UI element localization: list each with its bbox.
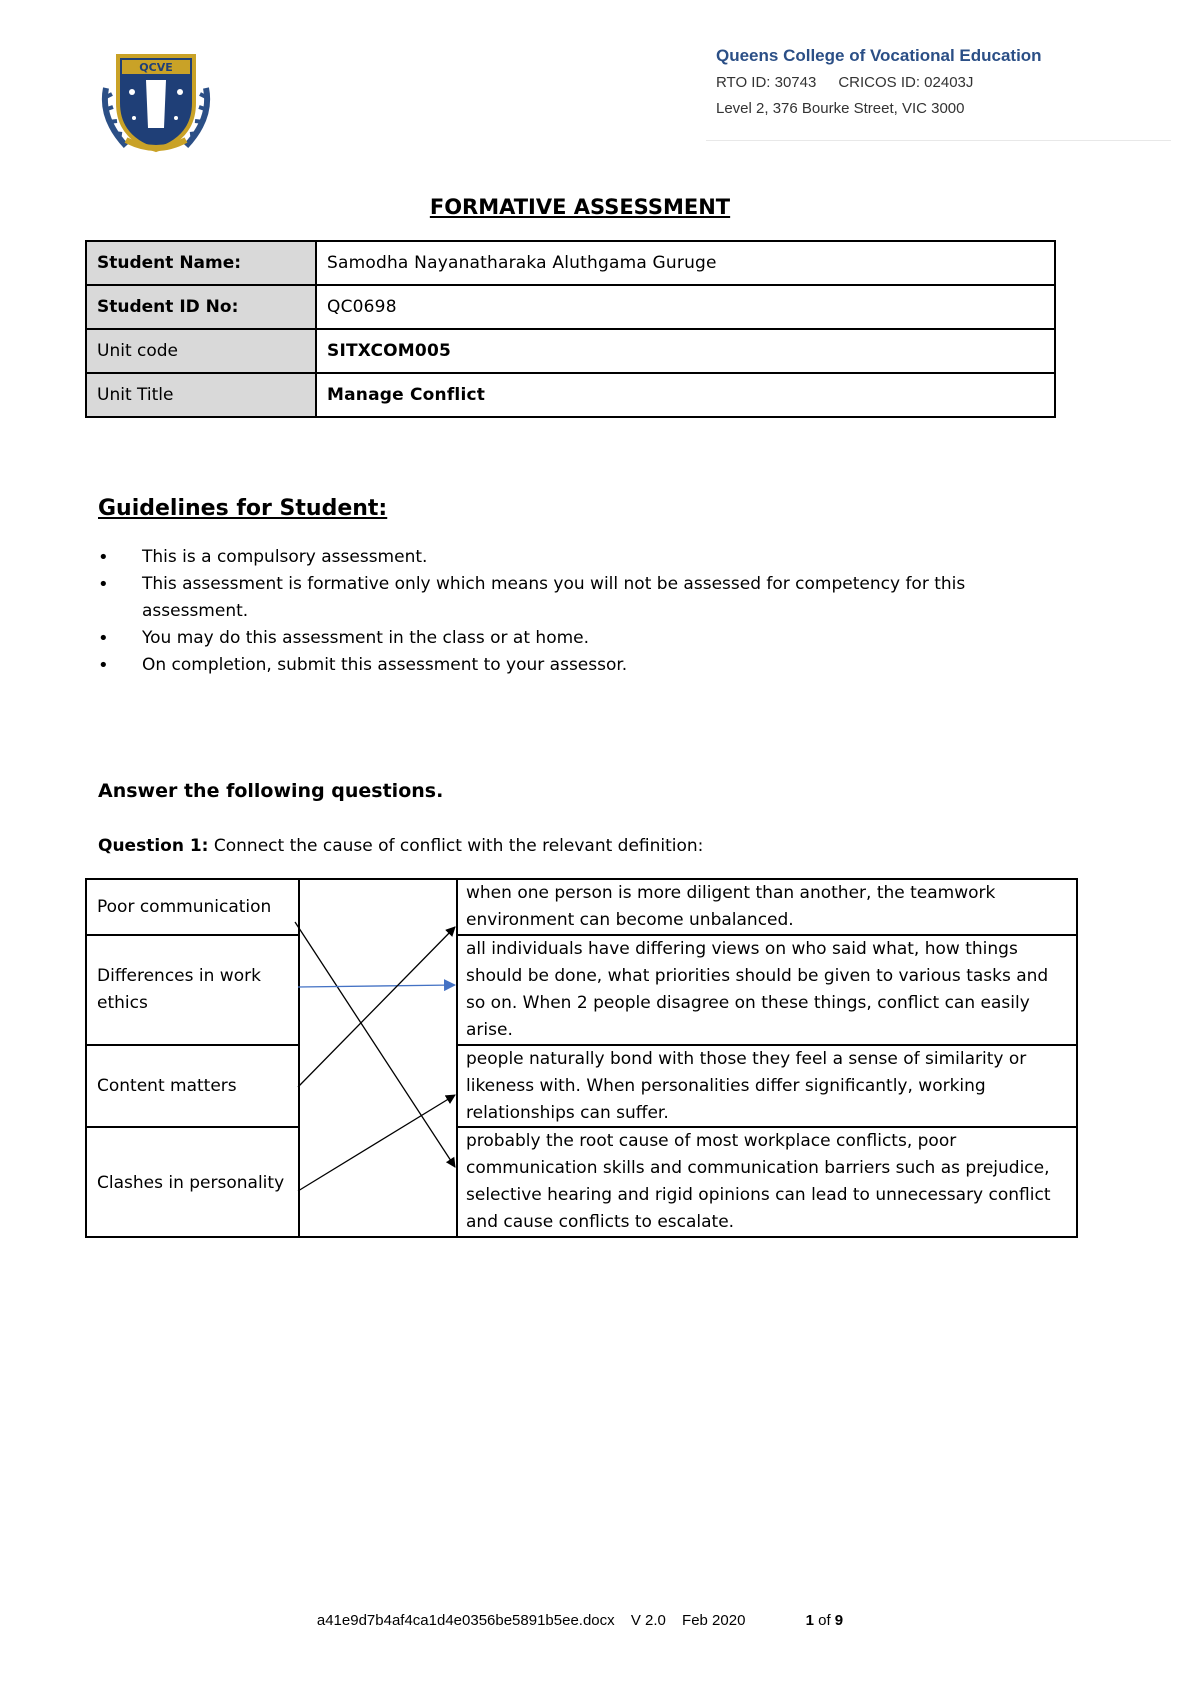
guideline-item: • On completion, submit this assessment to your assessor. <box>98 652 1028 679</box>
college-ids <box>716 74 973 91</box>
guideline-item: • You may do this assessment in the class or at home. <box>98 625 1028 652</box>
guidelines-list <box>98 544 1028 679</box>
cause-label: Differences in work ethics <box>97 966 261 1013</box>
definition-text: when one person is more diligent than another, the teamwork environment can become unbalanced. <box>466 883 996 930</box>
guideline-item: • This assessment is formative only which means you will not be assessed for competency for this assessment. <box>98 571 1028 625</box>
unit-code-value: SITXCOM005 <box>316 329 1055 373</box>
logo-text: QCVE <box>139 61 173 74</box>
college-logo <box>96 48 216 158</box>
unit-code-label: Unit code <box>86 329 316 373</box>
cause-cell-personality <box>85 1126 300 1238</box>
student-name-row <box>86 241 1055 285</box>
page-footer <box>0 1612 1160 1629</box>
document-title: FORMATIVE ASSESSMENT <box>429 195 731 219</box>
student-id-field[interactable]: QC0698 <box>316 285 1055 329</box>
cricos-id: CRICOS ID: 02403J <box>838 74 974 91</box>
matching-table <box>85 878 1078 1238</box>
cause-cell-work-ethics <box>85 934 300 1044</box>
college-name: Queens College of Vocational Education <box>716 46 1042 65</box>
definition-cell <box>456 1044 1078 1126</box>
college-address: Level 2, 376 Bourke Street, VIC 3000 <box>716 100 965 117</box>
rto-id: RTO ID: 30743 <box>716 74 817 91</box>
footer-version: V 2.0 <box>630 1612 666 1629</box>
cause-label: Clashes in personality <box>97 1172 285 1193</box>
cause-cell-content-matters <box>85 1044 300 1126</box>
footer-filename: a41e9d7b4af4ca1d4e0356be5891b5ee.docx <box>316 1612 615 1629</box>
answer-heading: Answer the following questions. <box>98 780 444 802</box>
guidelines-title: Guidelines for Student: <box>98 496 388 521</box>
cause-label: Content matters <box>97 1075 237 1096</box>
student-name-field[interactable]: Samodha Nayanatharaka Aluthgama Guruge <box>316 241 1055 285</box>
definition-cell <box>456 878 1078 934</box>
student-info-table <box>85 240 1056 418</box>
connector-column[interactable] <box>298 878 458 1238</box>
header-divider <box>706 140 1171 141</box>
unit-code-row <box>86 329 1055 373</box>
definition-cell <box>456 1126 1078 1238</box>
unit-title-label: Unit Title <box>86 373 316 417</box>
student-id-row <box>86 285 1055 329</box>
question-1 <box>98 836 703 856</box>
definition-text: people naturally bond with those they feel a sense of similarity or likeness with. When personalities differ significantly, working relationships can suffer. <box>466 1049 1027 1123</box>
unit-title-row <box>86 373 1055 417</box>
cause-cell-poor-communication <box>85 878 300 934</box>
definition-cell <box>456 934 1078 1044</box>
guideline-item: • This is a compulsory assessment. <box>98 544 1028 571</box>
question-1-label: Question 1: <box>98 836 209 856</box>
page-number: 1 of 9 <box>805 1612 844 1629</box>
cause-label: Poor communication <box>97 896 272 917</box>
student-id-label: Student ID No: <box>86 285 316 329</box>
definition-text: probably the root cause of most workplace conflicts, poor communication skills and communication barriers such as prejudice, selective hearing and rigid opinions can lead to unnecessary conflict and cause conflicts to escalate. <box>466 1131 1051 1232</box>
footer-date: Feb 2020 <box>682 1612 746 1629</box>
question-1-text: Connect the cause of conflict with the relevant definition: <box>213 836 704 856</box>
definition-text: all individuals have differing views on who said what, how things should be done, what priorities should be given to various tasks and so on. When 2 people disagree on these things, conflict can easily arise. <box>466 939 1049 1040</box>
unit-title-value: Manage Conflict <box>316 373 1055 417</box>
student-name-label: Student Name: <box>86 241 316 285</box>
